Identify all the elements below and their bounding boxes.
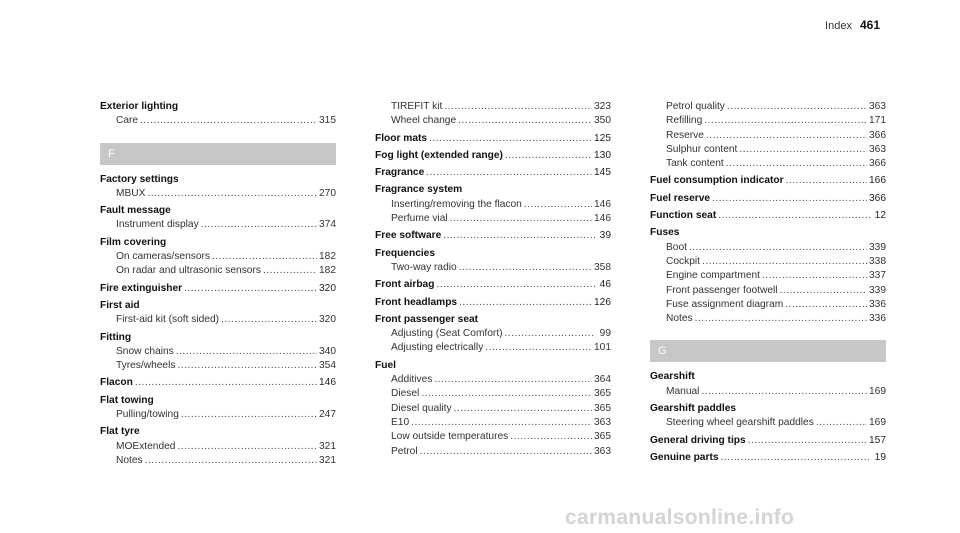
index-sub-entry-text: Manual [666, 385, 700, 397]
page-ref: 39 [599, 230, 611, 242]
index-main-entry-text: Fire extinguisher [100, 282, 183, 294]
dot-leader [177, 359, 317, 373]
dot-leader [212, 250, 317, 264]
index-sub-entry-text: Tyres/wheels [116, 360, 176, 372]
index-heading: Fuel [375, 359, 396, 371]
dot-leader [748, 434, 867, 448]
index-entry [650, 174, 886, 188]
index-sub-entry[interactable] [100, 440, 336, 454]
index-main-entry[interactable] [375, 229, 611, 243]
index-sub-entry[interactable] [100, 359, 336, 373]
index-main-entry-text: Function seat [650, 210, 717, 222]
index-sub-entry[interactable] [100, 408, 336, 422]
index-entry [650, 209, 886, 223]
dot-leader [785, 298, 867, 312]
index-sub-entry[interactable] [650, 312, 886, 326]
index-entry [375, 359, 611, 459]
index-sub-entry-text: On radar and ultrasonic sensors [116, 265, 261, 277]
index-sub-entry-text: Two-way radio [391, 261, 457, 273]
dot-leader [458, 114, 592, 128]
index-sub-entry[interactable] [650, 255, 886, 269]
page-ref: 336 [869, 313, 886, 325]
dot-leader [181, 408, 317, 422]
index-main-entry-text: Fog light (extended range) [375, 149, 503, 161]
dot-leader [780, 284, 867, 298]
index-entry [375, 296, 611, 310]
index-heading: Fuses [650, 227, 680, 239]
index-sub-entry-text: First-aid kit (soft sided) [116, 314, 220, 326]
page-ref: 339 [869, 284, 886, 296]
index-main-entry-text: Floor mats [375, 132, 428, 144]
page-ref: 169 [869, 417, 886, 429]
page-ref: 99 [599, 328, 611, 340]
index-sub-entry[interactable] [650, 157, 886, 171]
index-main-entry[interactable] [375, 132, 611, 146]
dot-leader [429, 132, 592, 146]
page-ref: 366 [869, 129, 886, 141]
index-entry [100, 173, 336, 202]
page-ref: 338 [869, 255, 886, 267]
index-entry [650, 434, 886, 448]
dot-leader [201, 218, 317, 232]
index-main-entry[interactable] [375, 166, 611, 180]
dot-leader [434, 373, 592, 387]
page-ref: 366 [869, 158, 886, 170]
index-sub-entry-text: Adjusting (Seat Comfort) [391, 328, 503, 340]
index-sub-entry-text: Snow chains [116, 345, 174, 357]
page-ref: 340 [319, 345, 336, 357]
index-sub-entry[interactable] [650, 269, 886, 283]
index-entry [100, 331, 336, 374]
index-sub-entry-text: E10 [391, 416, 410, 428]
index-sub-entry-text: Petrol quality [666, 101, 725, 112]
index-sub-entry[interactable] [375, 212, 611, 226]
dot-leader [184, 282, 317, 296]
page-ref: 363 [869, 143, 886, 155]
index-main-entry[interactable] [650, 192, 886, 206]
index-main-entry-text: Front headlamps [375, 296, 458, 308]
dot-leader [726, 157, 867, 171]
index-heading: Fault message [100, 205, 171, 217]
index-sub-entry-text: Pulling/towing [116, 409, 179, 421]
index-main-entry[interactable] [375, 296, 611, 310]
page-ref: 247 [319, 409, 336, 421]
page-ref: 320 [319, 282, 336, 294]
index-heading: First aid [100, 299, 140, 311]
page-ref: 46 [599, 279, 611, 291]
dot-leader [436, 278, 595, 292]
page-ref: 339 [869, 241, 886, 253]
index-entry [650, 402, 886, 431]
section-letter-bar: F [100, 143, 336, 165]
index-heading: Gearshift paddles [650, 403, 737, 415]
dot-leader [524, 198, 592, 212]
page-ref: 157 [869, 434, 886, 446]
page-ref: 169 [869, 385, 886, 397]
index-sub-entry[interactable] [375, 100, 611, 114]
index-sub-entry-text: Sulphur content [666, 143, 738, 155]
index-entry [375, 247, 611, 276]
index-sub-entry[interactable] [100, 218, 336, 232]
page-ref: 358 [594, 261, 611, 273]
index-main-entry[interactable] [100, 282, 336, 296]
index-sub-entry-text: Diesel [391, 388, 420, 400]
index-main-entry-text: Front airbag [375, 279, 435, 291]
dot-leader [147, 187, 317, 201]
index-sub-entry[interactable] [650, 114, 886, 128]
page-ref: 374 [319, 219, 336, 231]
page-ref: 320 [319, 314, 336, 326]
page-ref: 350 [594, 115, 611, 127]
index-main-entry-text: Fuel reserve [650, 192, 711, 204]
index-entry [375, 183, 611, 226]
index-sub-entry[interactable] [375, 387, 611, 401]
index-sub-entry[interactable] [100, 345, 336, 359]
index-column-2 [375, 100, 611, 462]
index-sub-entry-text: Adjusting electrically [391, 342, 484, 354]
index-heading: Fitting [100, 331, 132, 343]
dot-leader [420, 445, 592, 459]
page-ref: 130 [594, 149, 611, 161]
index-entry [100, 394, 336, 423]
index-main-entry-text: Fuel consumption indicator [650, 175, 784, 187]
index-sub-entry[interactable] [650, 284, 886, 298]
dot-leader [762, 269, 867, 283]
page-ref: 315 [319, 115, 336, 127]
index-entry [375, 278, 611, 292]
dot-leader [459, 296, 592, 310]
index-sub-entry[interactable] [375, 445, 611, 459]
index-sub-entry-text: Tank content [666, 158, 724, 170]
index-sub-entry[interactable] [375, 261, 611, 275]
index-entry [650, 100, 886, 171]
page-ref: 19 [874, 451, 886, 463]
dot-leader [177, 440, 317, 454]
page-ref: 321 [319, 440, 336, 452]
dot-leader [702, 255, 867, 269]
page-ref: 166 [869, 175, 886, 187]
index-sub-entry[interactable] [375, 327, 611, 341]
dot-leader [140, 114, 317, 128]
index-sub-entry[interactable] [100, 250, 336, 264]
dot-leader [718, 209, 870, 223]
index-sub-entry[interactable] [375, 114, 611, 128]
dot-leader [510, 430, 592, 444]
dot-leader [695, 312, 867, 326]
page-ref: 323 [594, 101, 611, 112]
page-ref: 321 [319, 454, 336, 466]
index-heading: Film covering [100, 236, 167, 248]
section-letter-bar: G [650, 340, 886, 362]
page-ref: 125 [594, 132, 611, 144]
index-entry [100, 299, 336, 328]
index-sub-entry-text: Perfume vial [391, 213, 448, 225]
index-entry [100, 282, 336, 296]
index-entry [375, 229, 611, 243]
header-section-label: Index [825, 20, 852, 32]
index-main-entry[interactable] [650, 451, 886, 465]
index-sub-entry[interactable] [650, 385, 886, 399]
page-ref: 146 [594, 198, 611, 210]
index-sub-entry-text: Additives [391, 374, 433, 386]
index-main-entry[interactable] [650, 434, 886, 448]
index-sub-entry[interactable] [100, 187, 336, 201]
index-main-entry-text: General driving tips [650, 434, 746, 446]
index-sub-entry[interactable] [375, 416, 611, 430]
index-sub-entry-text: Instrument display [116, 219, 199, 231]
index-entry [100, 425, 336, 468]
index-sub-entry-text: Cockpit [666, 255, 700, 267]
index-sub-entry[interactable] [100, 313, 336, 327]
index-sub-entry-text: Diesel quality [391, 402, 452, 414]
index-sub-entry[interactable] [375, 402, 611, 416]
index-main-entry[interactable] [375, 149, 611, 163]
page-ref: 365 [594, 388, 611, 400]
index-sub-entry[interactable] [375, 430, 611, 444]
index-column-1 [100, 100, 336, 471]
index-main-entry[interactable] [650, 209, 886, 223]
index-sub-entry[interactable] [100, 114, 336, 128]
page-ref: 365 [594, 402, 611, 414]
dot-leader [712, 192, 867, 206]
dot-leader [450, 212, 592, 226]
index-main-entry[interactable] [100, 376, 336, 390]
index-sub-entry-text: TIREFIT kit [391, 101, 443, 112]
index-sub-entry-text: MBUX [116, 187, 146, 199]
index-heading: Factory settings [100, 173, 179, 185]
page-ref: 145 [594, 167, 611, 179]
page-ref: 182 [319, 251, 336, 263]
index-sub-entry[interactable] [100, 454, 336, 468]
index-sub-entry[interactable] [375, 373, 611, 387]
page-ref: 146 [594, 213, 611, 225]
index-sub-entry-text: Care [116, 115, 139, 127]
dot-leader [727, 100, 867, 114]
index-column-3 [650, 100, 886, 468]
index-sub-entry[interactable] [650, 241, 886, 255]
page-header [825, 18, 880, 32]
page-ref: 337 [869, 270, 886, 282]
index-sub-entry-text: Front passenger footwell [666, 284, 778, 296]
index-sub-entry[interactable] [650, 416, 886, 430]
page-ref: 364 [594, 374, 611, 386]
index-sub-entry-text: Petrol [391, 445, 418, 457]
dot-leader [739, 143, 867, 157]
page-ref: 171 [869, 115, 886, 127]
index-entry [375, 313, 611, 356]
page-ref: 354 [319, 360, 336, 372]
index-sub-entry-text: Engine compartment [666, 270, 761, 282]
page-ref: 126 [594, 296, 611, 308]
dot-leader [221, 313, 317, 327]
dot-leader [704, 114, 867, 128]
dot-leader [701, 385, 867, 399]
page-ref: 366 [869, 192, 886, 204]
page-ref: 365 [594, 431, 611, 443]
index-entry [650, 370, 886, 399]
index-main-entry[interactable] [375, 278, 611, 292]
dot-leader [176, 345, 317, 359]
index-main-entry-text: Free software [375, 230, 442, 242]
index-sub-entry[interactable] [650, 143, 886, 157]
index-entry [650, 451, 886, 465]
dot-leader [444, 100, 592, 114]
dot-leader [721, 451, 871, 465]
index-sub-entry[interactable] [375, 341, 611, 355]
index-sub-entry[interactable] [650, 100, 886, 114]
page-ref: 363 [594, 445, 611, 457]
index-heading: Flat tyre [100, 426, 140, 438]
index-sub-entry[interactable] [650, 129, 886, 143]
index-heading: Exterior lighting [100, 101, 179, 112]
page-ref: 182 [319, 265, 336, 277]
dot-leader [786, 174, 867, 188]
index-sub-entry-text: Reserve [666, 129, 704, 141]
index-entry [375, 132, 611, 146]
dot-leader [443, 229, 595, 243]
index-entry [100, 204, 336, 233]
dot-leader [459, 261, 592, 275]
page-ref: 363 [869, 101, 886, 112]
dot-leader [454, 402, 592, 416]
dot-leader [485, 341, 592, 355]
index-sub-entry-text: Fuse assignment diagram [666, 298, 784, 310]
page-ref: 146 [319, 377, 336, 389]
index-sub-entry-text: MOExtended [116, 440, 176, 452]
watermark: carmanualsonline.info [565, 506, 795, 529]
index-entry [375, 100, 611, 129]
page-ref: 101 [594, 342, 611, 354]
index-sub-entry-text: Refilling [666, 115, 703, 127]
index-main-entry-text: Fragrance [375, 167, 425, 179]
dot-leader [426, 166, 592, 180]
index-main-entry-text: Flacon [100, 377, 133, 389]
index-heading: Frequencies [375, 247, 436, 259]
index-main-entry-text: Genuine parts [650, 451, 719, 463]
index-heading: Flat towing [100, 394, 154, 406]
dot-leader [816, 416, 867, 430]
dot-leader [135, 376, 317, 390]
index-sub-entry[interactable] [375, 198, 611, 212]
dot-leader [689, 241, 867, 255]
index-heading: Gearshift [650, 371, 695, 383]
dot-leader [411, 416, 592, 430]
dot-leader [706, 129, 867, 143]
page-ref: 363 [594, 416, 611, 428]
page-number: 461 [859, 18, 880, 32]
index-entry [100, 100, 336, 129]
index-entry [650, 192, 886, 206]
index-sub-entry-text: Inserting/removing the flacon [391, 198, 522, 210]
index-sub-entry-text: Notes [666, 313, 693, 325]
index-sub-entry-text: Wheel change [391, 115, 457, 127]
index-entry [375, 166, 611, 180]
index-sub-entry-text: Boot [666, 241, 687, 253]
index-entry [650, 226, 886, 326]
dot-leader [145, 454, 317, 468]
index-sub-entry[interactable] [650, 298, 886, 312]
index-heading: Front passenger seat [375, 313, 479, 325]
dot-leader [505, 327, 595, 341]
index-sub-entry-text: On cameras/sensors [116, 251, 210, 263]
index-entry [375, 149, 611, 163]
dot-leader [263, 264, 317, 278]
index-sub-entry-text: Notes [116, 454, 143, 466]
index-entry [100, 376, 336, 390]
index-heading: Fragrance system [375, 184, 463, 196]
page-ref: 336 [869, 298, 886, 310]
index-sub-entry-text: Low outside temperatures [391, 431, 509, 443]
index-entry [100, 236, 336, 279]
index-main-entry[interactable] [650, 174, 886, 188]
dot-leader [505, 149, 592, 163]
dot-leader [421, 387, 592, 401]
page-ref: 12 [874, 210, 886, 222]
page-ref: 270 [319, 187, 336, 199]
index-sub-entry[interactable] [100, 264, 336, 278]
index-sub-entry-text: Steering wheel gearshift paddles [666, 417, 814, 429]
